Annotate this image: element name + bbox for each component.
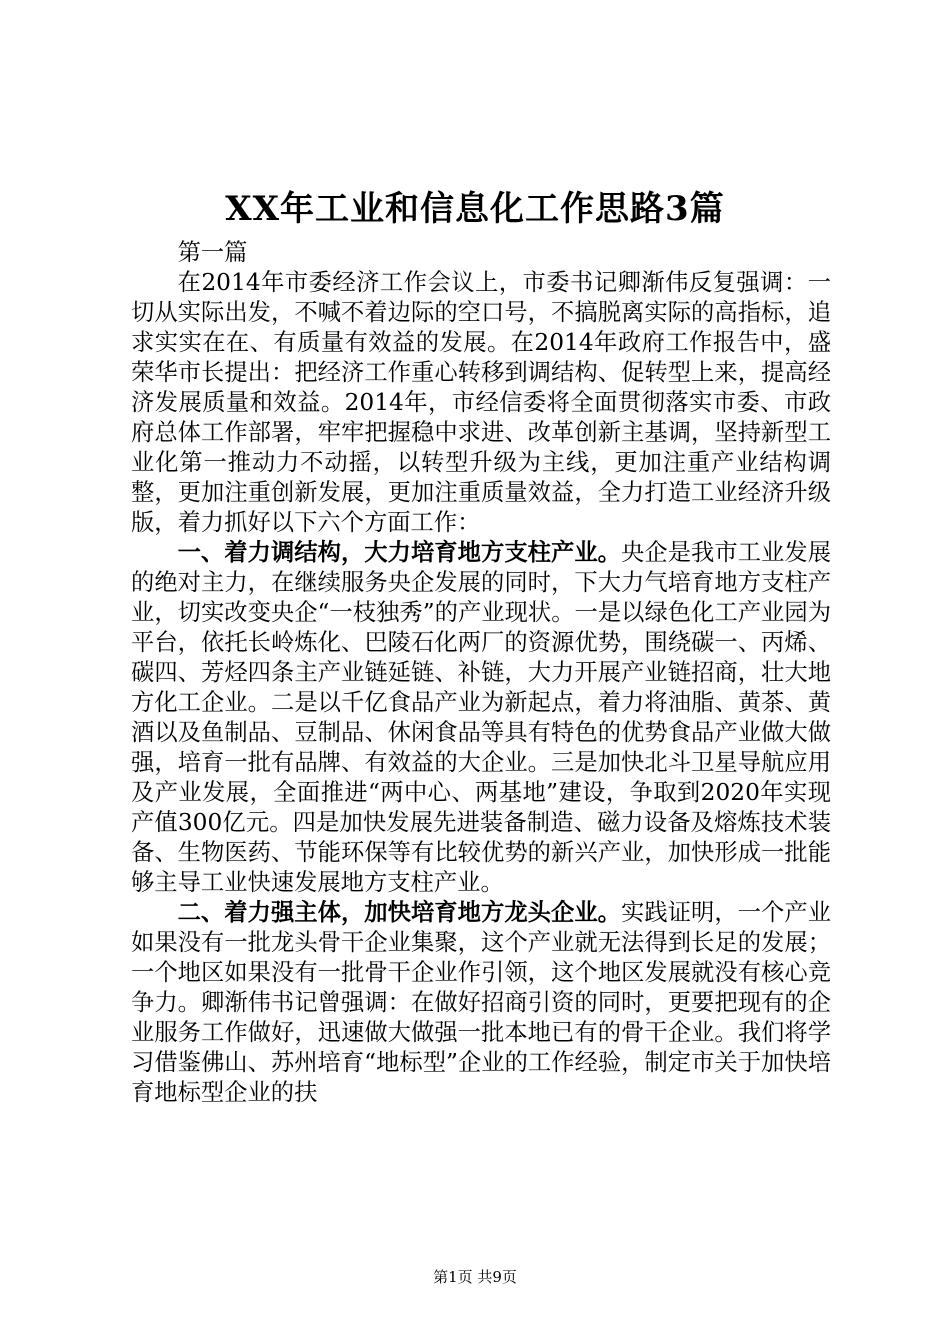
section-label: 第一篇	[177, 239, 248, 266]
intro-paragraph: 在2014年市委经济工作会议上，市委书记卿渐伟反复强调：一切从实际出发，不喊不着边际的空口号，不搞脱离实际的高指标，追求实实在在、有质量有效益的发展。在2014年政府工作报告中，盛荣华市长提出：把经济工作重心转移到调结构、促转型上来，提高经济发展质量和效益。2014年，市经信委将全面贯彻落实市委、市政府总体工作部署，牢牢把握稳中求进、改革创新主基调，坚持新型工业化第一推动力不动摇，以转型升级为主线，更加注重产业结构调整，更加注重创新发展，更加注重质量效益，全力打造工业经济升级版，着力抓好以下六个方面工作：	[131, 269, 831, 536]
point-1-body: 央企是我市工业发展的绝对主力，在继续服务央企发展的同时，下大力气培育地方支柱产业，切实改变央企“一枝独秀”的产业现状。一是以绿色化工产业园为平台，依托长岭炼化、巴陵石化两厂的资源优势，围绕碳一、丙烯、碳四、芳烃四条主产业链延链、补链，大力开展产业链招商，壮大地方化工企业。二是以千亿食品产业为新起点，着力将油脂、黄茶、黄酒以及鱼制品、豆制品、休闲食品等具有特色的优势食品产业做大做强，培育一批有品牌、有效益的大企业。三是加快北斗卫星导航应用及产业发展，全面推进“两中心、两基地”建设，争取到2020年实现产值300亿元。四是加快发展先进装备制造、磁力设备及熔炼技术装备、生物医药、节能环保等有比较优势的新兴产业，加快形成一批能够主导工业快速发展地方支柱产业。	[131, 539, 832, 896]
point-1-heading: 一、着力调结构，大力培育地方支柱产业。	[177, 539, 622, 566]
page-indicator: 第1页 共9页	[433, 1268, 517, 1286]
point-2-paragraph	[131, 898, 831, 1108]
document-body	[131, 238, 831, 1108]
document-title: XX年工业和信息化工作思路3篇	[225, 189, 725, 229]
point-2-body: 实践证明，一个产业如果没有一批龙头骨干企业集聚，这个产业就无法得到长足的发展；一个地区如果没有一批骨干企业作引领，这个地区发展就没有核心竞争力。卿渐伟书记曾强调：在做好招商引资的同时，更要把现有的企业服务工作做好，迅速做大做强一批本地已有的骨干企业。我们将学习借鉴佛山、苏州培育“地标型”企业的工作经验，制定市关于加快培育地标型企业的扶	[131, 899, 832, 1106]
point-1-paragraph	[131, 538, 831, 898]
point-2-heading: 二、着力强主体，加快培育地方龙头企业。	[177, 899, 622, 926]
